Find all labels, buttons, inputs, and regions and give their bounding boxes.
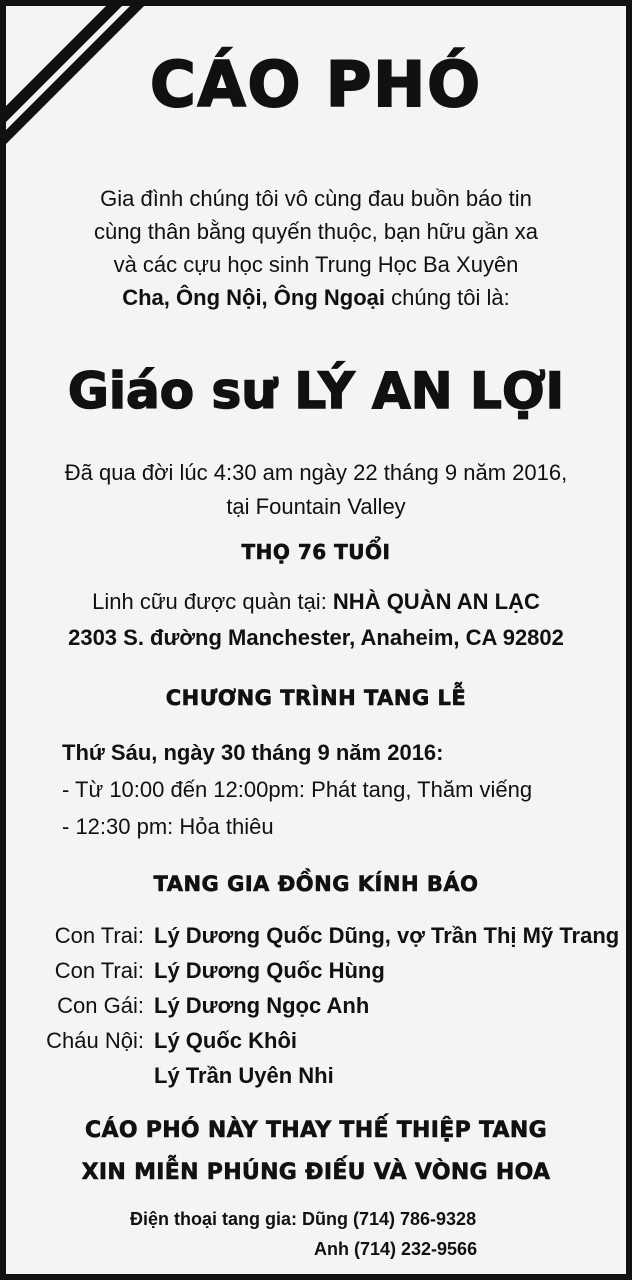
phone-line-1: Điện thoại tang gia: Dũng (714) 786-9328 <box>130 1209 477 1229</box>
closing-line-1: CÁO PHÓ NÀY THAY THẾ THIỆP TANG <box>85 1118 547 1143</box>
family-member-name: Lý Dương Quốc Dũng, vợ Trần Thị Mỹ Trang <box>154 922 620 948</box>
deceased-full-name: LÝ AN LỢI <box>294 362 565 420</box>
program-item: - 12:30 pm: Hỏa thiêu <box>62 814 274 839</box>
funeral-home-prefix: Linh cữu được quàn tại: <box>92 589 333 614</box>
family-member-row <box>26 918 619 953</box>
contact-phones <box>130 1204 477 1264</box>
relation-rest: chúng tôi là: <box>385 285 510 310</box>
deceased-honorific: Giáo sư <box>67 362 295 420</box>
funeral-home-address: 2303 S. đường Manchester, Anaheim, CA 92802 <box>68 625 564 650</box>
family-title: TANG GIA ĐỒNG KÍNH BÁO <box>153 872 479 896</box>
family-member-row <box>26 1058 619 1093</box>
intro-line-1: Gia đình chúng tôi vô cùng đau buồn báo tin <box>100 186 532 211</box>
funeral-home-name: NHÀ QUÀN AN LẠC <box>332 589 540 614</box>
program-details <box>62 734 532 845</box>
program-title: CHƯƠNG TRÌNH TANG LỄ <box>165 686 467 710</box>
program-date: Thứ Sáu, ngày 30 tháng 9 năm 2016: <box>62 740 444 765</box>
family-member-row <box>26 988 619 1023</box>
family-member-row <box>26 1023 619 1058</box>
family-role: Con Trai: <box>54 957 144 983</box>
passing-line-2: tại Fountain Valley <box>226 494 406 519</box>
intro-text <box>6 182 626 314</box>
intro-line-3: và các cựu học sinh Trung Học Ba Xuyên <box>113 252 519 277</box>
page-title: CÁO PHÓ <box>150 48 482 121</box>
family-list <box>26 918 619 1093</box>
family-role: Con Gái: <box>57 992 144 1018</box>
intro-line-4 <box>6 281 626 314</box>
deceased-name <box>6 362 626 420</box>
intro-line-2: cùng thân bằng quyến thuộc, bạn hữu gần xa <box>93 219 539 244</box>
family-member-name: Lý Dương Quốc Hùng <box>154 957 385 983</box>
closing-notice <box>6 1110 626 1194</box>
family-role: Cháu Nội: <box>46 1027 144 1053</box>
funeral-home-line <box>6 584 626 620</box>
passing-line-1: Đã qua đời lúc 4:30 am ngày 22 tháng 9 năm 2016, <box>64 460 568 485</box>
age-text: THỌ 76 TUỔI <box>241 540 391 564</box>
passing-info <box>6 456 626 524</box>
funeral-home-info <box>6 584 626 656</box>
family-member-name: Lý Dương Ngọc Anh <box>154 992 370 1018</box>
program-item: - Từ 10:00 đến 12:00pm: Phát tang, Thăm viếng <box>62 777 533 802</box>
phone-line-2: Anh (714) 232-9566 <box>314 1239 478 1259</box>
family-member-name: Lý Quốc Khôi <box>154 1027 297 1053</box>
family-member-name: Lý Trần Uyên Nhi <box>154 1062 334 1088</box>
family-role: Con Trai: <box>54 922 144 948</box>
relation-label: Cha, Ông Nội, Ông Ngoại <box>122 285 385 310</box>
family-member-row <box>26 953 619 988</box>
closing-line-2: XIN MIỄN PHÚNG ĐIẾU VÀ VÒNG HOA <box>81 1160 551 1185</box>
